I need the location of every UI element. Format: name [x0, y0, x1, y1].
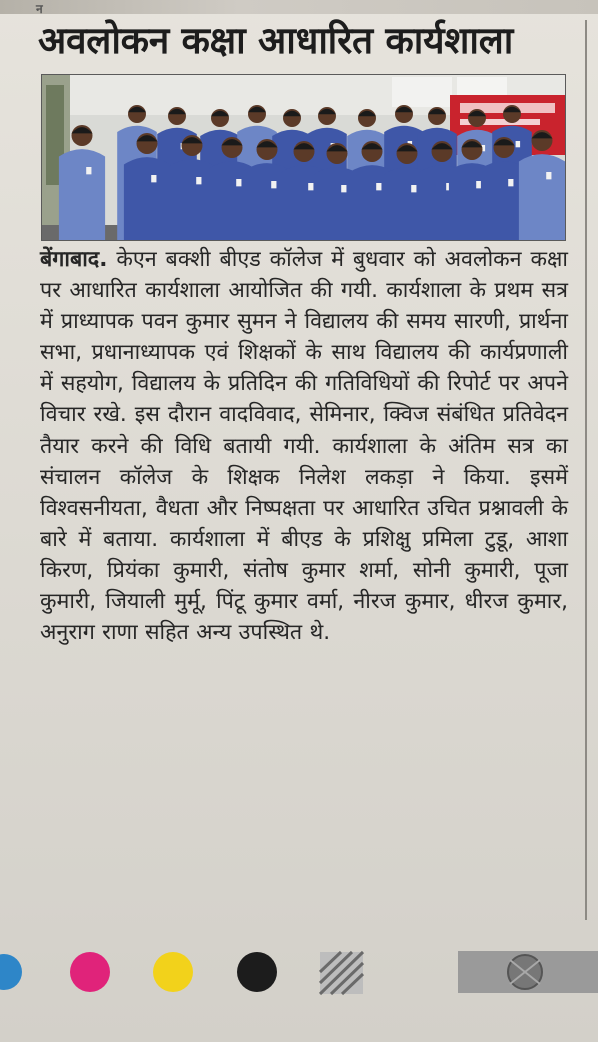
- print-registration-marks: [0, 945, 598, 1000]
- hatched-square-icon: [320, 952, 363, 994]
- previous-article-edge: [0, 0, 598, 14]
- magenta-dot-icon: [70, 952, 110, 992]
- cyan-dot-icon: [0, 954, 22, 990]
- article-body: [40, 244, 568, 648]
- previous-article-snippet: न: [36, 2, 43, 16]
- gray-scale-bar-icon: [458, 951, 598, 993]
- group-photo: [41, 74, 566, 241]
- column-rule: [585, 20, 587, 920]
- headline: अवलोकन कक्षा आधारित कार्यशाला: [38, 19, 514, 62]
- article-text: केएन बक्शी बीएड कॉलेज में बुधवार को अवलोकन कक्षा पर आधारित कार्यशाला आयोजित की गयी. कार्यशाला के प्रथम सत्र में प्राध्यापक पवन कुमार सुमन ने विद्यालय की समय सारणी, प्रार्थना सभा, प्रधानाध्यापक एवं शिक्षकों के साथ विद्यालय की कार्यप्रणाली में सहयोग, विद्यालय के प्रतिदिन की गतिविधियों की रिपोर्ट पर अपने विचार रखे. इस दौरान वादविवाद, सेमिनार, क्विज संबंधित प्रतिवेदन तैयार करने की विधि बतायी गयी. कार्यशाला के अंतिम सत्र का संचालन कॉलेज के शिक्षक निलेश लकड़ा ने किया. इसमें विश्वसनीयता, वैधता और निष्पक्षता पर आधारित उचित प्रश्नावली के बारे में बताया. कार्यशाला में बीएड के प्रशिक्षु प्रमिला टुडू, आशा किरण, प्रियंका कुमारी, संतोष कुमार शर्मा, सोनी कुमारी, पूजा कुमारी, जियाली मुर्मू, पिंटू कुमार वर्मा, नीरज कुमार, धीरज कुमार, अनुराग राणा सहित अन्य उपस्थित थे.: [40, 247, 568, 646]
- black-dot-icon: [237, 952, 277, 992]
- yellow-dot-icon: [153, 952, 193, 992]
- dateline: बेंगाबाद.: [40, 247, 108, 272]
